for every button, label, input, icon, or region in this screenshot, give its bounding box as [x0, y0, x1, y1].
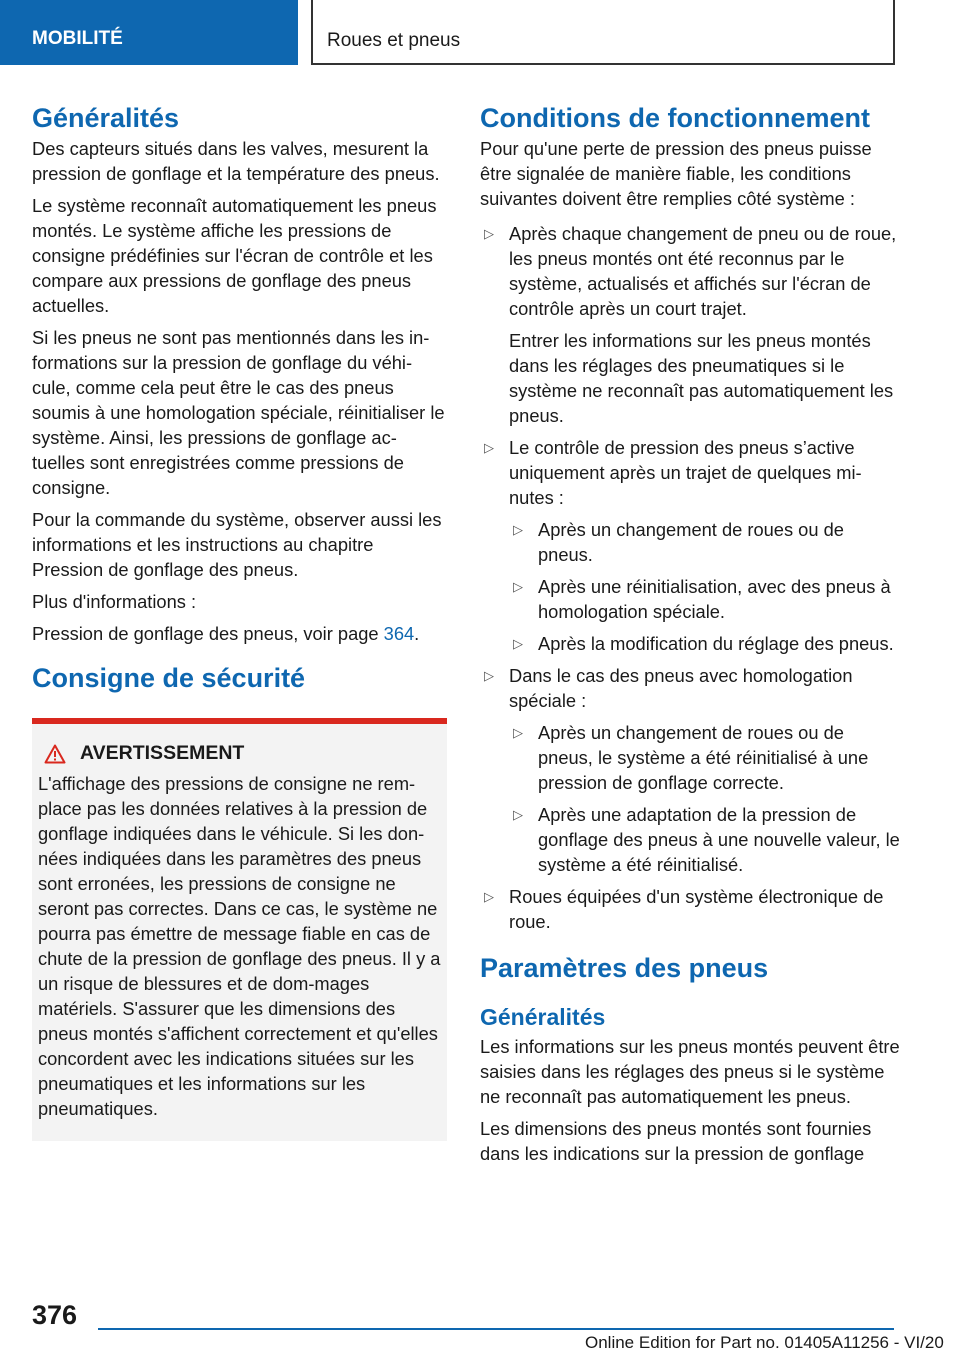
section-tab: MOBILITÉ: [0, 0, 298, 65]
triangle-bullet-icon: ▷: [513, 807, 523, 822]
reference-text: Pression de gonflage des pneus, voir page: [32, 623, 384, 644]
footer-divider: [98, 1328, 894, 1330]
heading-securite: Consigne de sécurité: [32, 663, 306, 693]
page-number: 376: [32, 1300, 78, 1330]
triangle-bullet-icon: ▷: [513, 725, 523, 740]
paragraph: Les dimensions des pneus montés sont fournies dans les indications sur la pression de gonflage: [480, 1118, 872, 1164]
list-item-text: Roues équipées d'un système électronique de roue.: [509, 886, 884, 932]
list-item: [480, 884, 900, 934]
triangle-bullet-icon: ▷: [513, 579, 523, 594]
paragraph: Des capteurs situés dans les valves, mesurent la pression de gonflage et la température des pneus.: [32, 138, 440, 184]
heading-conditions: Conditions de fonctionnement: [480, 103, 870, 133]
sub-list-item: [509, 517, 900, 567]
page-link[interactable]: 364: [383, 623, 415, 644]
sub-list: [509, 720, 900, 877]
paragraph: Le système reconnaît automatiquement les pneus montés. Le système affiche les pressions de consigne prédéfinies sur l'écran de contrôle et les compare aux pressions de gonflage des pneus actuelles.: [32, 195, 437, 316]
sub-list-item-text: Après la modification du réglage des pneus.: [538, 633, 894, 654]
triangle-bullet-icon: ▷: [484, 889, 494, 904]
triangle-bullet-icon: ▷: [484, 668, 494, 683]
heading-parametres: Paramètres des pneus: [480, 953, 769, 983]
sub-list: [509, 517, 900, 656]
triangle-bullet-icon: ▷: [484, 226, 494, 241]
paragraph: Plus d'informations :: [32, 591, 197, 612]
triangle-bullet-icon: ▷: [513, 522, 523, 537]
heading-generalites: Généralités: [32, 103, 180, 133]
paragraph: Si les pneus ne sont pas mentionnés dans les in-formations sur la pression de gonflage du véhi-cule, comme cela peut être le cas des pneus soumis à une homologation spéciale, réinitialiser le système. Ainsi, les pressions de gonflage ac-tuelles sont enregistrées comme pressions de consigne.: [32, 327, 445, 498]
edition-note: Online Edition for Part no. 01405A11256 - VI/20: [585, 1333, 944, 1352]
list-item: [480, 221, 900, 428]
list-item: [480, 435, 900, 656]
warning-triangle-icon: [44, 744, 66, 764]
condition-list: [480, 221, 900, 934]
triangle-bullet-icon: ▷: [513, 636, 523, 651]
sub-list-item: [509, 631, 900, 656]
paragraph: Pour qu'une perte de pression des pneus puisse être signalée de manière fiable, les conditions suivantes doivent être remplies côté système :: [480, 138, 872, 209]
warning-header: [38, 742, 441, 765]
heading-generalites-sub: Généralités: [480, 1004, 606, 1030]
list-item-text: Le contrôle de pression des pneus s’active uniquement après un trajet de quelques mi-nutes :: [509, 437, 862, 508]
sub-list-item: [509, 802, 900, 877]
left-column: [32, 100, 447, 1141]
paragraph: Les informations sur les pneus montés peuvent être saisies dans les réglages des pneus si le système ne reconnaît pas automatiquement les pneus.: [480, 1036, 900, 1107]
warning-box: [32, 718, 447, 1141]
sub-list-item-text: Après une réinitialisation, avec des pneus à homologation spéciale.: [538, 576, 891, 622]
sub-list-item: [509, 720, 900, 795]
sub-list-item-text: Après un changement de roues ou de pneus, le système a été réinitialisé à une pression de gonflage correcte.: [538, 722, 869, 793]
warning-text: L'affichage des pressions de consigne ne rem-place pas les données relatives à la pression de gonflage indiquées dans le véhicule. Si les don-nées indiquées dans les paramètres des pneus sont erronées, les pressions de consigne ne seront pas correctes. Dans ce cas, le système ne pourra pas émettre de message fiable en cas de chute de la pression de gonflage des pneus. Il y a un risque de blessures et de dom-mages matériels. S'assurer que les dimensions des pneus montés s'affichent correctement et qu'elles concordent avec les indications situées sur les pneumatiques et les informations sur les pneumatiques.: [38, 773, 441, 1119]
triangle-bullet-icon: ▷: [484, 440, 494, 455]
list-item: [480, 663, 900, 877]
paragraph-reference: [32, 621, 447, 646]
list-item-text: Après chaque changement de pneu ou de roue, les pneus montés ont été reconnus par le système, actualisés et affichés sur l'écran de contrôle après un court trajet.: [509, 223, 897, 319]
sub-list-item-text: Après un changement de roues ou de pneus.: [538, 519, 844, 565]
right-column: [480, 100, 900, 1173]
paragraph: Pour la commande du système, observer aussi les informations et les instructions au chapitre Pression de gonflage des pneus.: [32, 509, 442, 580]
chapter-title: Roues et pneus: [311, 0, 895, 65]
list-item-text: Dans le cas des pneus avec homologation spéciale :: [509, 665, 853, 711]
warning-title: AVERTISSEMENT: [80, 742, 245, 764]
sub-list-item: [509, 574, 900, 624]
list-item-note: Entrer les informations sur les pneus montés dans les réglages des pneumatiques si le système ne reconnaît pas automatiquement les pneus.: [509, 330, 894, 426]
reference-end: .: [414, 623, 420, 644]
sub-list-item-text: Après une adaptation de la pression de gonflage des pneus à une nouvelle valeur, le système a été réinitialisé.: [538, 804, 900, 875]
